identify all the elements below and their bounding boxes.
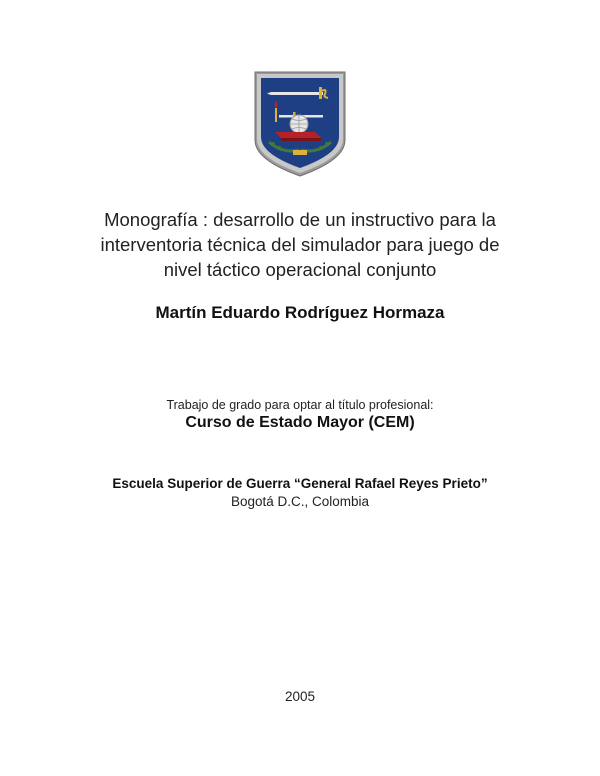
degree-intro: Trabajo de grado para optar al título profesional: [166, 398, 434, 412]
title-line: Monografía : desarrollo de un instructivo para la [104, 209, 496, 230]
author-name: Martín Eduardo Rodríguez Hormaza [155, 303, 445, 322]
school-name: Escuela Superior de Guerra “General Rafael Reyes Prieto” [112, 476, 488, 491]
year: 2005 [284, 689, 316, 704]
crest-logo-icon [253, 70, 347, 178]
degree-name: Curso de Estado Mayor (CEM) [185, 414, 415, 431]
document-title [60, 207, 540, 282]
title-line: nivel táctico operacional conjunto [163, 259, 437, 280]
title-line: interventoria técnica del simulador para juego de [100, 234, 500, 255]
city: Bogotá D.C., Colombia [230, 494, 370, 509]
